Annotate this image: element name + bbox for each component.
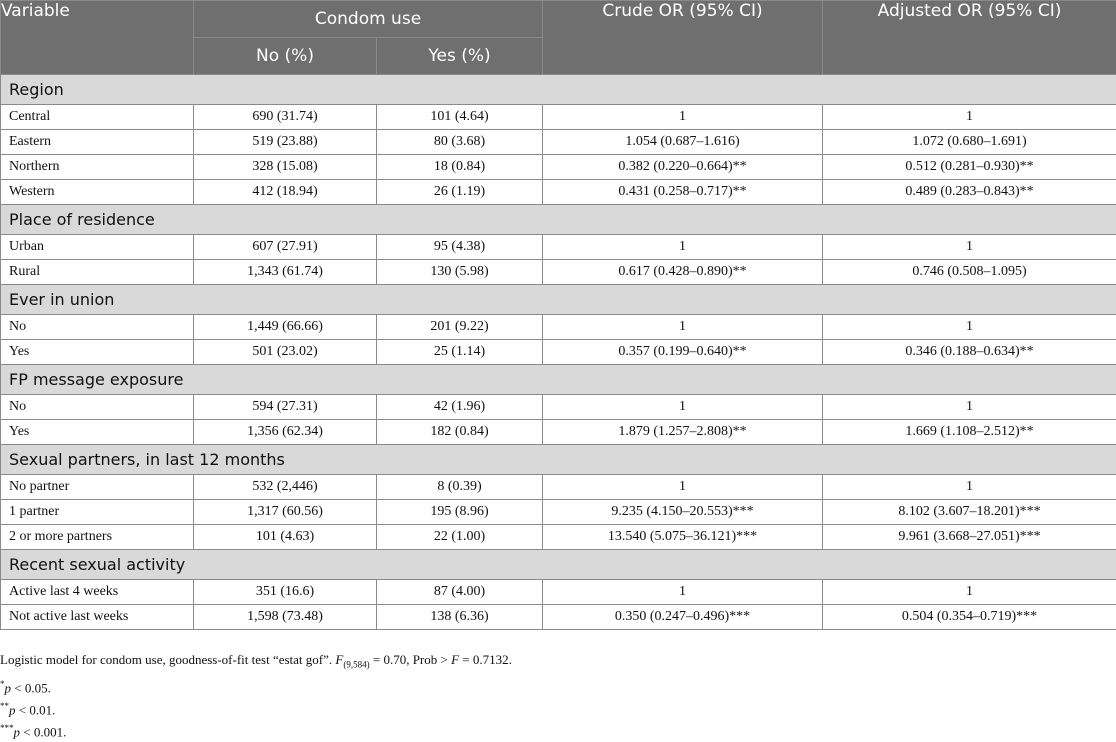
cell-crude-or: 9.235 (4.150–20.553)*** (543, 500, 823, 525)
cell-adjusted-or: 0.512 (0.281–0.930)** (823, 155, 1116, 180)
cell-crude-or: 1 (543, 580, 823, 605)
table-body (1, 75, 1116, 630)
cell-yes: 18 (0.84) (377, 155, 543, 180)
cell-no: 1,317 (60.56) (194, 500, 377, 525)
cell-no: 101 (4.63) (194, 525, 377, 550)
cell-crude-or: 1 (543, 105, 823, 130)
cell-crude-or: 1 (543, 315, 823, 340)
row-label: 1 partner (1, 500, 194, 525)
cell-no: 532 (2,446) (194, 475, 377, 500)
group-title: Place of residence (1, 205, 1116, 235)
table-row (1, 420, 1116, 445)
table-row (1, 260, 1116, 285)
cell-crude-or: 0.357 (0.199–0.640)** (543, 340, 823, 365)
cell-adjusted-or: 8.102 (3.607–18.201)*** (823, 500, 1116, 525)
cell-yes: 95 (4.38) (377, 235, 543, 260)
row-label: No (1, 395, 194, 420)
table-row (1, 155, 1116, 180)
cell-crude-or: 0.617 (0.428–0.890)** (543, 260, 823, 285)
cell-adjusted-or: 1 (823, 105, 1116, 130)
cell-no: 607 (27.91) (194, 235, 377, 260)
row-label: Western (1, 180, 194, 205)
cell-no: 1,449 (66.66) (194, 315, 377, 340)
cell-crude-or: 0.382 (0.220–0.664)** (543, 155, 823, 180)
header-crude-or: Crude OR (95% CI) (543, 1, 823, 75)
cell-no: 351 (16.6) (194, 580, 377, 605)
group-row (1, 365, 1116, 395)
cell-yes: 130 (5.98) (377, 260, 543, 285)
row-label: Active last 4 weeks (1, 580, 194, 605)
table-row (1, 605, 1116, 630)
row-label: Eastern (1, 130, 194, 155)
table-row (1, 130, 1116, 155)
table-row (1, 580, 1116, 605)
row-label: Northern (1, 155, 194, 180)
group-row (1, 550, 1116, 580)
row-label: Rural (1, 260, 194, 285)
header-no: No (%) (194, 38, 377, 75)
cell-yes: 25 (1.14) (377, 340, 543, 365)
cell-yes: 26 (1.19) (377, 180, 543, 205)
cell-adjusted-or: 9.961 (3.668–27.051)*** (823, 525, 1116, 550)
row-label: Not active last weeks (1, 605, 194, 630)
row-label: Urban (1, 235, 194, 260)
table-row (1, 235, 1116, 260)
table-row (1, 395, 1116, 420)
cell-yes: 8 (0.39) (377, 475, 543, 500)
header-yes: Yes (%) (377, 38, 543, 75)
cell-crude-or: 1 (543, 395, 823, 420)
group-row (1, 285, 1116, 315)
cell-no: 1,356 (62.34) (194, 420, 377, 445)
row-label: Central (1, 105, 194, 130)
cell-no: 1,598 (73.48) (194, 605, 377, 630)
note-model: Logistic model for condom use, goodness-of-fit test “estat gof”. $F_{(9,584)} = 0.70$, Prob > F = 0.7132. (0, 650, 512, 675)
cell-no: 519 (23.88) (194, 130, 377, 155)
group-row (1, 205, 1116, 235)
table-row (1, 315, 1116, 340)
group-title: FP message exposure (1, 365, 1116, 395)
cell-crude-or: 1 (543, 235, 823, 260)
cell-crude-or: 0.350 (0.247–0.496)*** (543, 605, 823, 630)
cell-adjusted-or: 0.746 (0.508–1.095) (823, 260, 1116, 285)
cell-crude-or: 1.054 (0.687–1.616) (543, 130, 823, 155)
table-row (1, 475, 1116, 500)
note-p01: **p < 0.01. (0, 697, 512, 719)
cell-adjusted-or: 1 (823, 315, 1116, 340)
cell-crude-or: 1 (543, 475, 823, 500)
table-row (1, 525, 1116, 550)
cell-yes: 42 (1.96) (377, 395, 543, 420)
group-row (1, 75, 1116, 105)
cell-yes: 80 (3.68) (377, 130, 543, 155)
cell-no: 594 (27.31) (194, 395, 377, 420)
cell-no: 328 (15.08) (194, 155, 377, 180)
group-title: Recent sexual activity (1, 550, 1116, 580)
row-label: No (1, 315, 194, 340)
cell-crude-or: 13.540 (5.075–36.121)*** (543, 525, 823, 550)
table-row (1, 180, 1116, 205)
cell-crude-or: 1.879 (1.257–2.808)** (543, 420, 823, 445)
cell-adjusted-or: 1.072 (0.680–1.691) (823, 130, 1116, 155)
group-title: Region (1, 75, 1116, 105)
header-adjusted-or: Adjusted OR (95% CI) (823, 1, 1116, 75)
table-row (1, 500, 1116, 525)
cell-adjusted-or: 1 (823, 580, 1116, 605)
cell-adjusted-or: 1.669 (1.108–2.512)** (823, 420, 1116, 445)
cell-adjusted-or: 1 (823, 475, 1116, 500)
cell-yes: 22 (1.00) (377, 525, 543, 550)
cell-yes: 87 (4.00) (377, 580, 543, 605)
cell-yes: 201 (9.22) (377, 315, 543, 340)
cell-crude-or: 0.431 (0.258–0.717)** (543, 180, 823, 205)
row-label: Yes (1, 420, 194, 445)
note-p05: *p < 0.05. (0, 675, 512, 697)
table-row (1, 340, 1116, 365)
cell-adjusted-or: 0.504 (0.354–0.719)*** (823, 605, 1116, 630)
cell-yes: 101 (4.64) (377, 105, 543, 130)
row-label: Yes (1, 340, 194, 365)
cell-no: 690 (31.74) (194, 105, 377, 130)
table-notes (0, 650, 512, 742)
cell-yes: 182 (0.84) (377, 420, 543, 445)
cell-adjusted-or: 1 (823, 395, 1116, 420)
group-title: Ever in union (1, 285, 1116, 315)
header-variable: Variable (1, 1, 194, 75)
cell-no: 1,343 (61.74) (194, 260, 377, 285)
header-condom-use: Condom use (194, 1, 543, 38)
cell-no: 412 (18.94) (194, 180, 377, 205)
table-row (1, 105, 1116, 130)
group-title: Sexual partners, in last 12 months (1, 445, 1116, 475)
cell-yes: 195 (8.96) (377, 500, 543, 525)
group-row (1, 445, 1116, 475)
cell-yes: 138 (6.36) (377, 605, 543, 630)
row-label: 2 or more partners (1, 525, 194, 550)
cell-adjusted-or: 1 (823, 235, 1116, 260)
row-label: No partner (1, 475, 194, 500)
cell-adjusted-or: 0.346 (0.188–0.634)** (823, 340, 1116, 365)
cell-adjusted-or: 0.489 (0.283–0.843)** (823, 180, 1116, 205)
note-p001: ***p < 0.001. (0, 719, 512, 741)
cell-no: 501 (23.02) (194, 340, 377, 365)
